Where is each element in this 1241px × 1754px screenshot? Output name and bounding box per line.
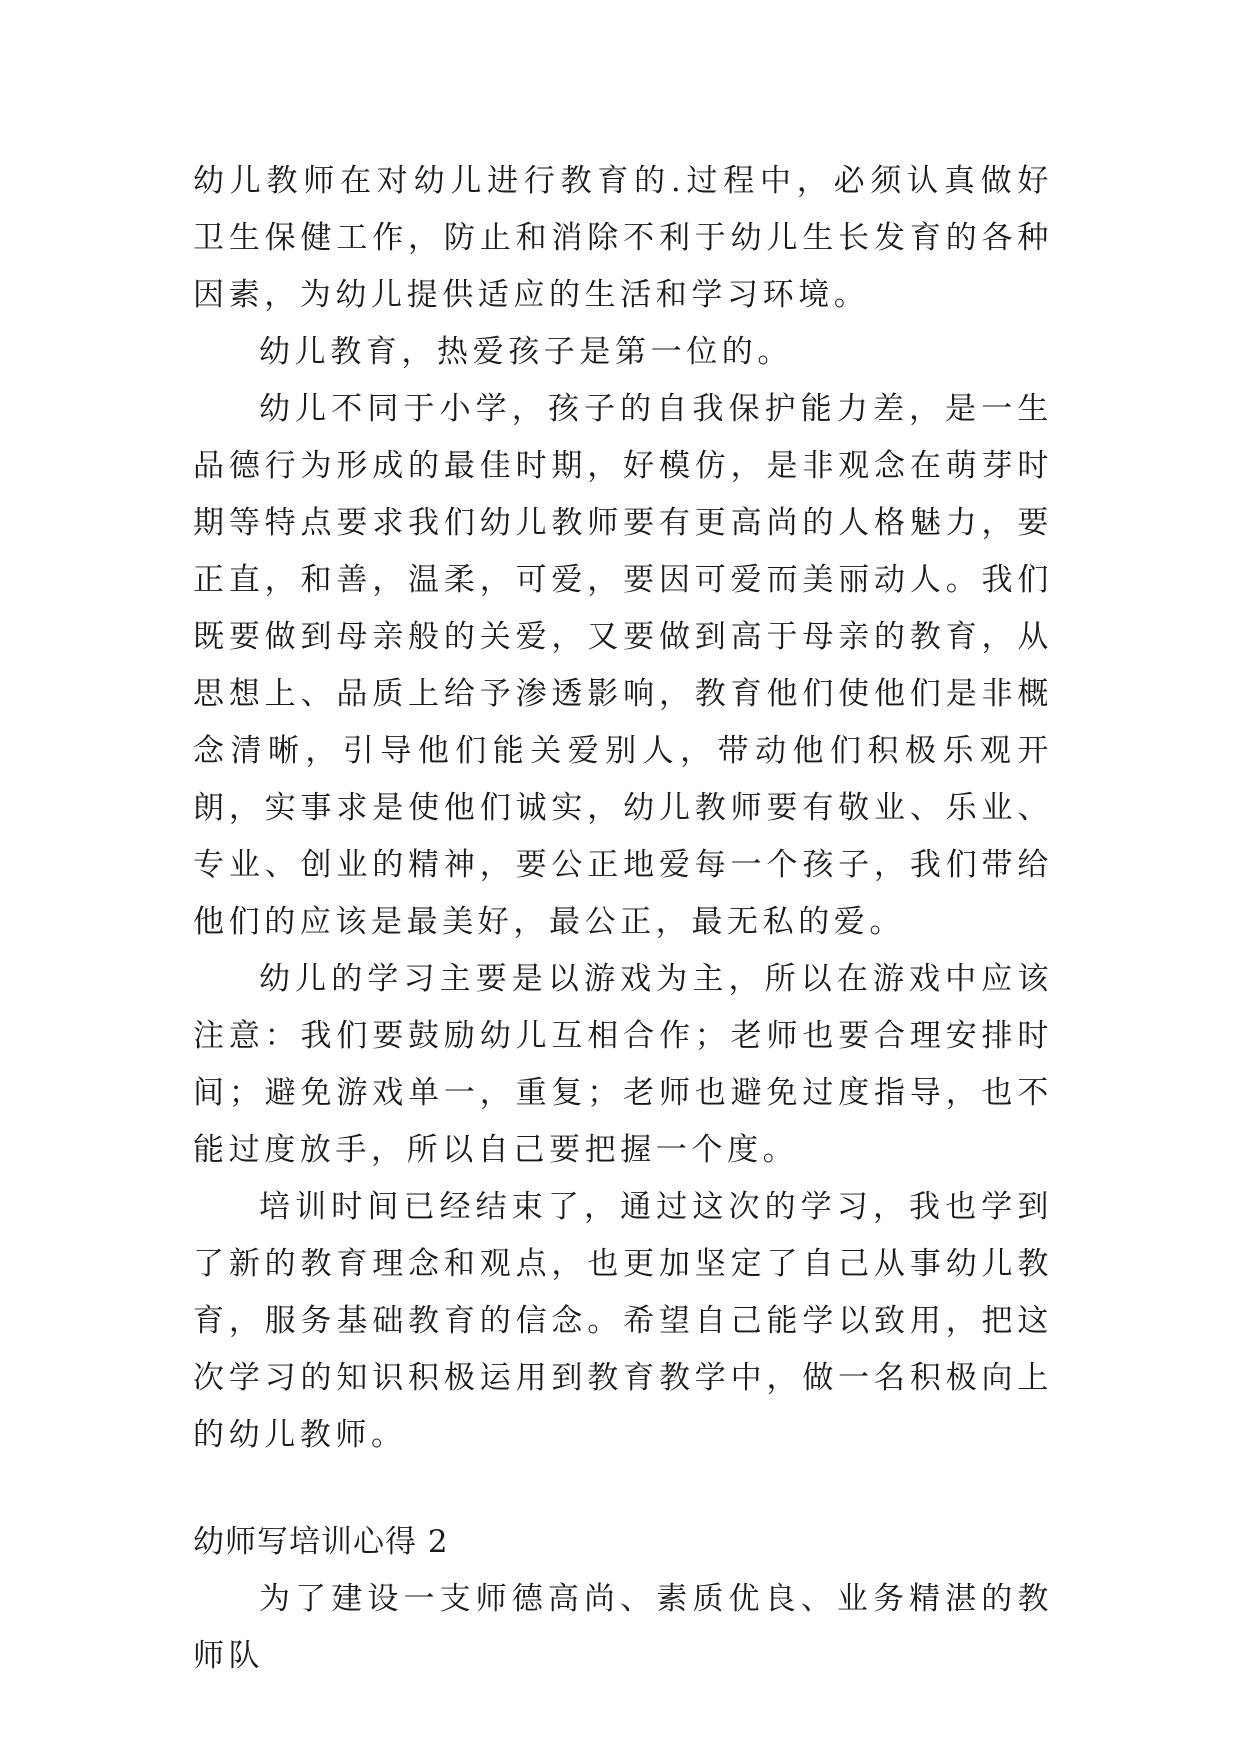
paragraph: 培训时间已经结束了，通过这次的学习，我也学到了新的教育理念和观点，也更加坚定了自己从事幼儿教育，服务基础教育的信念。希望自己能学以致用，把这次学习的知识积极运用到教育教学中，做一名积极向上的幼儿教师。 bbox=[193, 1189, 1053, 1453]
paragraph: 为了建设一支师德高尚、素质优良、业务精湛的教师队 bbox=[193, 1581, 1053, 1674]
paragraph: 幼儿教师在对幼儿进行教育的.过程中，必须认真做好卫生保健工作，防止和消除不利于幼儿生长发育的各种因素，为幼儿提供适应的生活和学习环境。 bbox=[193, 163, 1053, 313]
paragraph: 幼儿不同于小学，孩子的自我保护能力差，是一生品德行为形成的最佳时期，好模仿，是非观念在萌芽时期等特点要求我们幼儿教师要有更高尚的人格魅力，要正直，和善，温柔，可爱，要因可爱而美丽动人。我们既要做到母亲般的关爱，又要做到高于母亲的教育，从思想上、品质上给予渗透影响，教育他们使他们是非概念清晰，引导他们能关爱别人，带动他们积极乐观开朗，实事求是使他们诚实，幼儿教师要有敬业、乐业、专业、创业的精神，要公正地爱每一个孩子，我们带给他们的应该是最美好，最公正，最无私的爱。 bbox=[193, 391, 1053, 940]
paragraph: 幼儿的学习主要是以游戏为主，所以在游戏中应该注意：我们要鼓励幼儿互相合作；老师也要合理安排时间；避免游戏单一，重复；老师也避免过度指导，也不能过度放手，所以自己要把握一个度。 bbox=[193, 961, 1053, 1168]
section-heading: 幼师写培训心得 2 bbox=[193, 1524, 449, 1560]
paragraph: 幼儿教育，热爱孩子是第一位的。 bbox=[259, 334, 793, 370]
document-page bbox=[193, 153, 1053, 1685]
